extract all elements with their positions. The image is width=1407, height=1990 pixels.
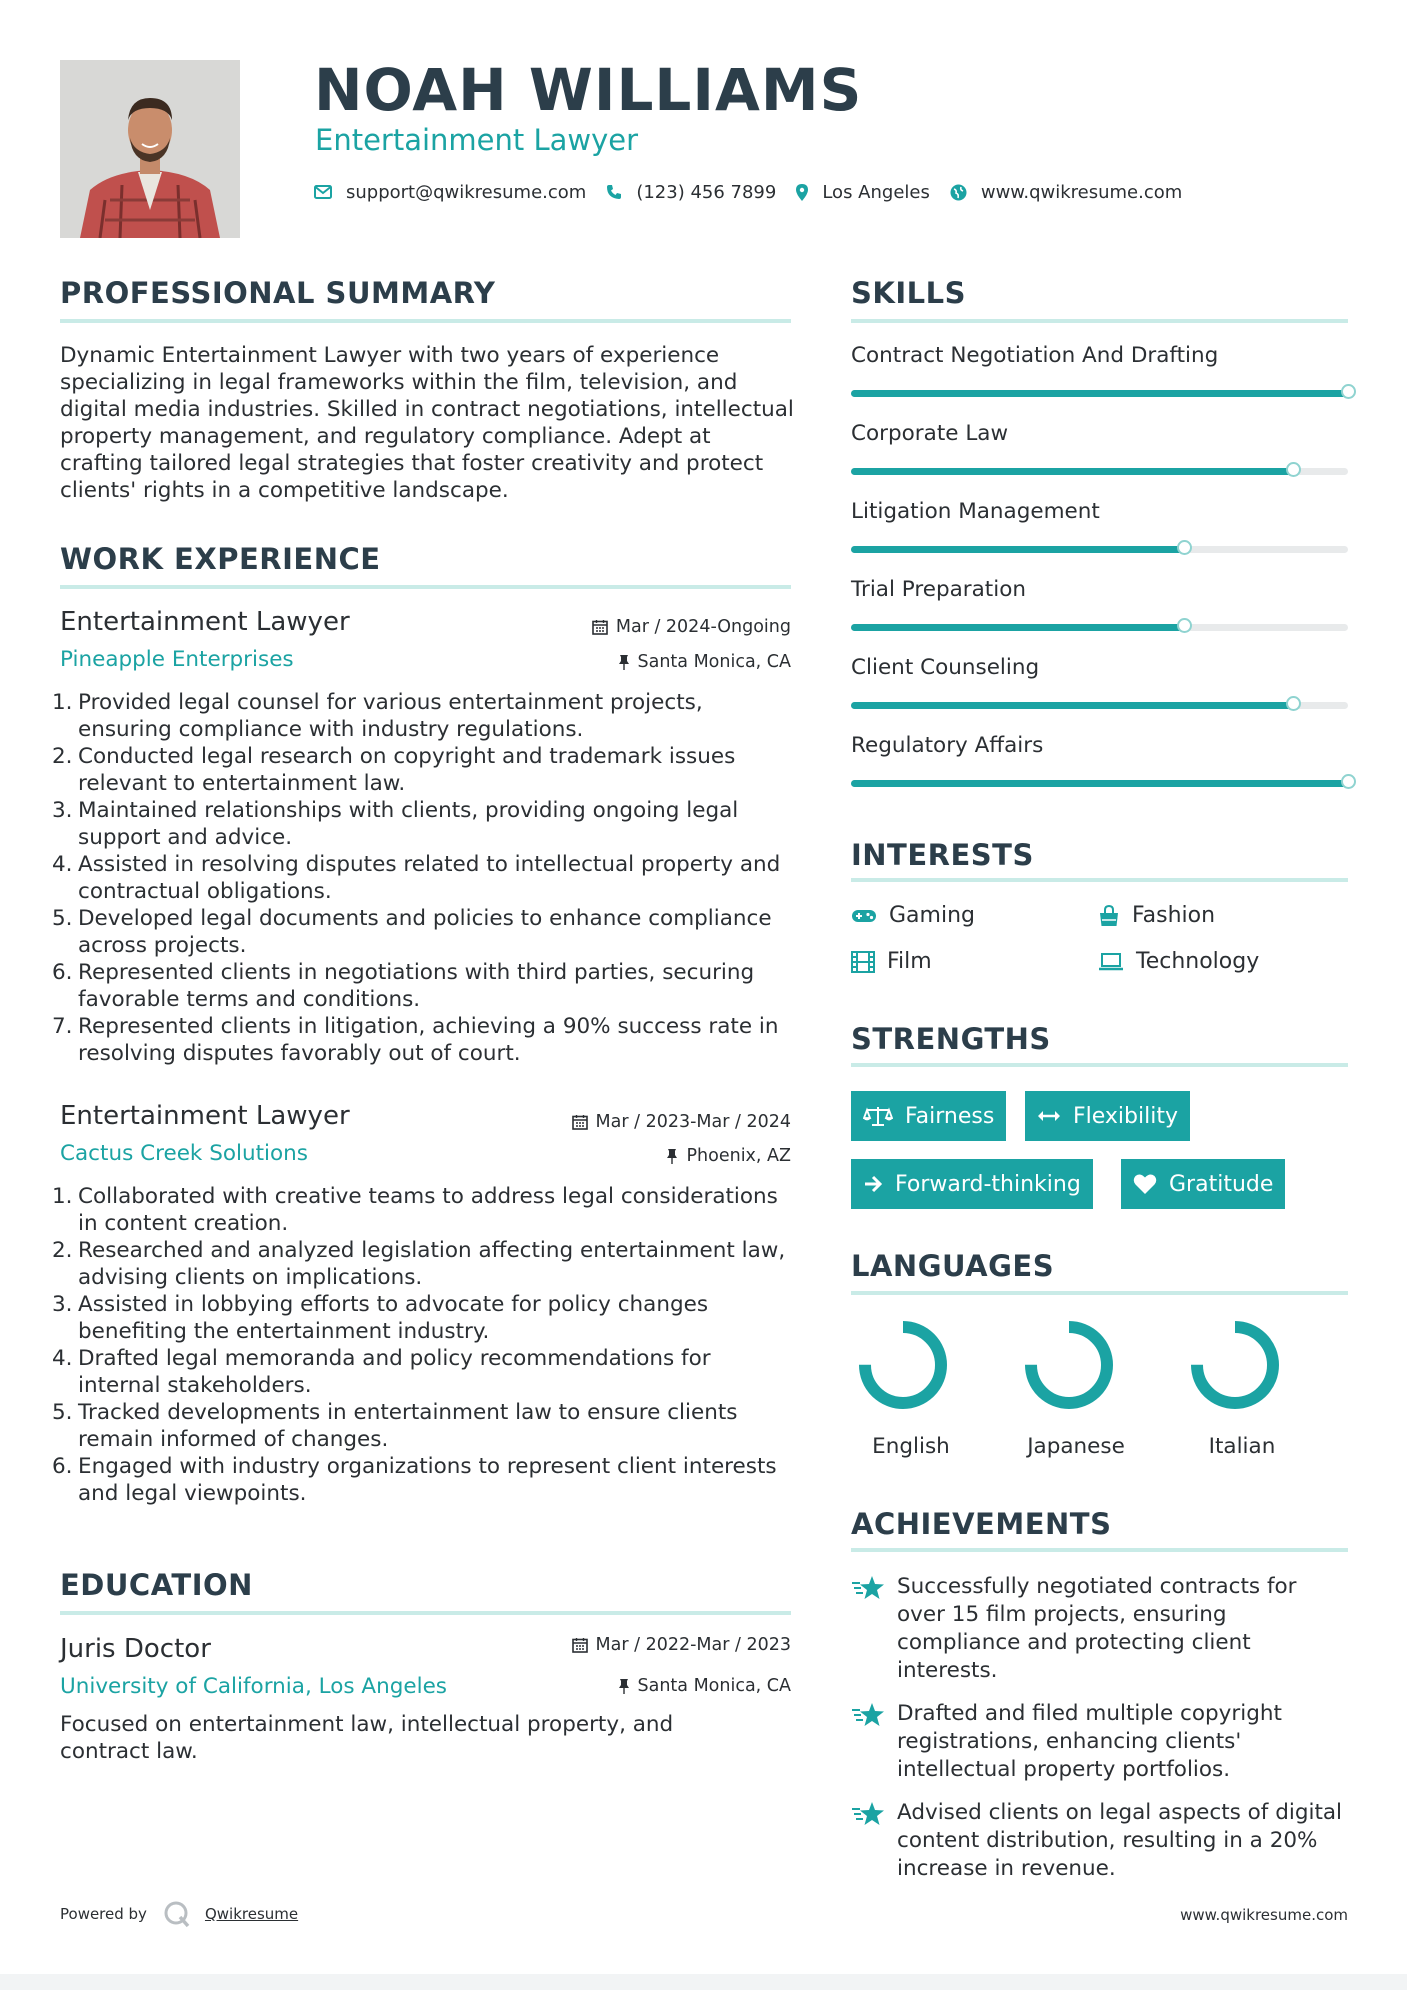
calendar-icon	[572, 1637, 588, 1653]
job-2-location	[666, 1145, 791, 1167]
laptop-icon	[1098, 953, 1124, 971]
brand-link[interactable]: Qwikresume	[204, 1905, 299, 1923]
skill-label: Regulatory Affairs	[851, 733, 1044, 758]
skill-bar-fill	[851, 390, 1348, 397]
strength-chip-fairness	[851, 1091, 1006, 1141]
contact-website[interactable]	[950, 182, 1182, 203]
skill-bar-knob	[1286, 696, 1301, 711]
job-1-dates-text: Mar / 2024-Ongoing	[615, 617, 791, 637]
candidate-name: NOAH WILLIAMS	[314, 56, 863, 124]
strengths-rule	[851, 1063, 1348, 1067]
skill-label: Client Counseling	[851, 655, 1040, 680]
skill-bar-knob	[1177, 618, 1192, 633]
arrows-horizontal-icon	[1037, 1109, 1061, 1123]
summary-heading: PROFESSIONAL SUMMARY	[60, 276, 496, 310]
interests-heading: INTERESTS	[851, 838, 1034, 872]
strength-label: Flexibility	[1073, 1103, 1178, 1129]
language-label: English	[872, 1434, 950, 1459]
list-item: 1. Collaborated with creative teams to address legal considerations in content creation.	[52, 1184, 778, 1236]
skill-label: Contract Negotiation And Drafting	[851, 343, 1219, 368]
skill-bar-knob	[1341, 384, 1356, 399]
skill-bar	[851, 624, 1348, 631]
job-2-bullets	[52, 1183, 795, 1507]
interest-gaming	[851, 902, 975, 930]
skill-bar-fill	[851, 546, 1184, 553]
phone-icon	[606, 184, 622, 200]
job-1-title: Entertainment Lawyer	[60, 607, 350, 637]
skill-bar-knob	[1341, 774, 1356, 789]
skill-bar-fill	[851, 468, 1293, 475]
education-dates-text: Mar / 2022-Mar / 2023	[595, 1635, 791, 1655]
gamepad-icon	[851, 908, 877, 924]
list-item: 4. Drafted legal memoranda and policy recommendations for internal stakeholders.	[52, 1346, 711, 1398]
skill-bar	[851, 468, 1348, 475]
website-text: www.qwikresume.com	[980, 181, 1183, 203]
achievement-item	[851, 1799, 1351, 1883]
skill-bar	[851, 780, 1348, 787]
skill-label: Trial Preparation	[851, 577, 1026, 602]
languages-rule	[851, 1291, 1348, 1295]
skills-rule	[851, 319, 1348, 323]
email-text: support@qwikresume.com	[346, 181, 587, 203]
strength-label: Fairness	[905, 1103, 995, 1129]
education-degree: Juris Doctor	[60, 1634, 211, 1664]
skill-label: Corporate Law	[851, 421, 1009, 446]
achievement-item	[851, 1700, 1351, 1784]
list-item: 3. Maintained relationships with clients, providing ongoing legal support and advice.	[52, 798, 739, 850]
skill-bar-knob	[1286, 462, 1301, 477]
achievements-heading: ACHIEVEMENTS	[851, 1507, 1112, 1541]
language-label: Japanese	[1027, 1434, 1125, 1459]
list-item: 4. Assisted in resolving disputes related to intellectual property and contractual obligations.	[52, 852, 781, 904]
achievement-text: Successfully negotiated contracts for over 15 film projects, ensuring compliance and protecting client interests.	[897, 1574, 1297, 1683]
language-ring-english	[858, 1320, 948, 1410]
job-2-dates-text: Mar / 2023-Mar / 2024	[595, 1112, 791, 1132]
qwikresume-logo-icon	[163, 1900, 191, 1928]
education-rule	[60, 1611, 791, 1615]
skill-bar	[851, 390, 1348, 397]
star-icon	[851, 1801, 885, 1827]
job-1-location-text: Santa Monica, CA	[637, 652, 791, 672]
languages-heading: LANGUAGES	[851, 1249, 1055, 1283]
summary-rule	[60, 319, 791, 323]
job-2-company: Cactus Creek Solutions	[60, 1141, 309, 1166]
interest-label: Film	[887, 949, 932, 974]
interest-technology	[1098, 948, 1259, 976]
job-2-dates	[572, 1111, 791, 1133]
contact-phone[interactable]	[606, 182, 776, 203]
job-2-title: Entertainment Lawyer	[60, 1101, 350, 1131]
strengths-heading: STRENGTHS	[851, 1022, 1051, 1056]
list-item: 1. Provided legal counsel for various entertainment projects, ensuring compliance with industry regulations.	[52, 690, 703, 742]
strength-chip-forward-thinking	[851, 1159, 1093, 1209]
arrow-right-icon	[863, 1174, 883, 1194]
location-text: Los Angeles	[822, 181, 930, 203]
language-label: Italian	[1208, 1434, 1276, 1459]
interest-film	[851, 948, 932, 976]
map-pin-icon	[796, 184, 808, 201]
education-heading: EDUCATION	[60, 1568, 253, 1602]
candidate-role: Entertainment Lawyer	[315, 123, 639, 157]
strength-chip-gratitude	[1121, 1159, 1285, 1209]
contact-location	[796, 182, 930, 203]
interests-rule	[851, 878, 1348, 882]
list-item: 2. Conducted legal research on copyright and trademark issues relevant to entertainment law.	[52, 744, 736, 796]
profile-photo	[60, 60, 240, 238]
envelope-icon	[314, 185, 332, 199]
footer-powered-by	[60, 1900, 298, 1928]
powered-by-label: Powered by	[60, 1905, 147, 1923]
language-ring-italian	[1190, 1320, 1280, 1410]
job-1-bullets	[52, 689, 795, 1067]
job-1-location	[618, 651, 792, 673]
list-item: 3. Assisted in lobbying efforts to advocate for policy changes benefiting the entertainment industry.	[52, 1292, 709, 1344]
contact-bar	[314, 178, 1202, 206]
strength-chip-flexibility	[1025, 1091, 1190, 1141]
calendar-icon	[572, 1114, 588, 1130]
strength-label: Forward-thinking	[895, 1171, 1081, 1197]
achievement-item	[851, 1573, 1351, 1685]
achievements-rule	[851, 1548, 1348, 1552]
job-1-dates	[592, 616, 791, 638]
experience-rule	[60, 585, 791, 589]
strength-label: Gratitude	[1169, 1171, 1274, 1197]
achievement-text: Drafted and filed multiple copyright registrations, enhancing clients' intellectual property portfolios.	[897, 1701, 1282, 1782]
skills-heading: SKILLS	[851, 276, 966, 310]
summary-text: Dynamic Entertainment Lawyer with two years of experience specializing in legal frameworks within the film, television, and digital media industries. Skilled in contract negotiations, intellectual property management, and regulatory compliance. Adept at crafting tailored legal strategies that foster creativity and protect clients' rights in a competitive landscape.	[60, 343, 794, 503]
globe-icon	[950, 184, 967, 201]
star-icon	[851, 1575, 885, 1601]
balance-scale-icon	[863, 1105, 893, 1127]
list-item: 6. Represented clients in negotiations with third parties, securing favorable terms and conditions.	[52, 960, 755, 1012]
job-1-company: Pineapple Enterprises	[60, 647, 294, 672]
interest-label: Fashion	[1132, 903, 1216, 928]
skill-bar-fill	[851, 780, 1348, 787]
education-dates	[572, 1634, 791, 1656]
education-school: University of California, Los Angeles	[60, 1674, 448, 1699]
language-ring-japanese	[1024, 1320, 1114, 1410]
pushpin-icon	[618, 1678, 630, 1694]
phone-text: (123) 456 7899	[636, 181, 777, 203]
experience-heading: WORK EXPERIENCE	[60, 542, 381, 576]
job-2-location-text: Phoenix, AZ	[686, 1146, 791, 1166]
skill-bar-fill	[851, 624, 1184, 631]
bottom-band	[0, 1974, 1407, 1990]
list-item: 7. Represented clients in litigation, achieving a 90% success rate in resolving disputes favorably out of court.	[52, 1014, 779, 1066]
interest-fashion	[1098, 902, 1215, 930]
list-item: 5. Developed legal documents and policies to enhance compliance across projects.	[52, 906, 772, 958]
interest-label: Technology	[1136, 949, 1260, 974]
skill-label: Litigation Management	[851, 499, 1100, 524]
pushpin-icon	[666, 1148, 678, 1164]
education-location-text: Santa Monica, CA	[637, 1676, 791, 1696]
footer-website[interactable]: www.qwikresume.com	[1180, 1906, 1348, 1924]
list-item: 6. Engaged with industry organizations to represent client interests and legal viewpoints.	[52, 1454, 777, 1506]
film-icon	[851, 951, 875, 973]
skill-bar	[851, 546, 1348, 553]
list-item: 5. Tracked developments in entertainment law to ensure clients remain informed of changes.	[52, 1400, 738, 1452]
list-item: 2. Researched and analyzed legislation affecting entertainment law, advising clients on implications.	[52, 1238, 786, 1290]
contact-email[interactable]	[314, 182, 586, 203]
pushpin-icon	[618, 654, 630, 670]
skill-bar-fill	[851, 702, 1293, 709]
calendar-icon	[592, 619, 608, 635]
skill-bar	[851, 702, 1348, 709]
heart-icon	[1133, 1173, 1157, 1195]
shopping-bag-icon	[1098, 905, 1120, 927]
star-icon	[851, 1702, 885, 1728]
skill-bar-knob	[1177, 540, 1192, 555]
education-description: Focused on entertainment law, intellectual property, and contract law.	[60, 1712, 674, 1764]
achievement-text: Advised clients on legal aspects of digital content distribution, resulting in a 20% increase in revenue.	[897, 1800, 1343, 1881]
education-location	[618, 1675, 792, 1697]
interest-label: Gaming	[889, 903, 975, 928]
